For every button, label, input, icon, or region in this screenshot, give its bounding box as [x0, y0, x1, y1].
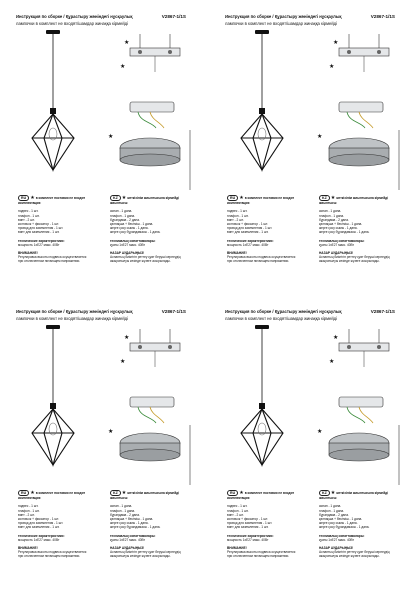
kz-warning-line: ажыратылуы кезінде жүзеге асырылады.	[319, 554, 380, 559]
title-text: Инструкция по сборке / Құрастыру жөніндегі нұсқаулық	[16, 309, 133, 314]
sheet-title	[16, 14, 204, 19]
mounting-plate-step	[120, 34, 180, 72]
ru-kit-item: винт для заземления - 1 шт.	[227, 230, 269, 235]
mounting-plate-step	[329, 34, 389, 72]
kz-spec-header: техникалық сипаттамалары:	[319, 238, 365, 243]
kz-warning-line: ажыратылуы кезінде жүзеге асырылады.	[110, 554, 171, 559]
ru-warning-header: ВНИМАНИЕ!	[18, 546, 38, 551]
kz-spec-value: қуаты 1xE27 макс. 40Вт	[110, 537, 145, 542]
kz-warning-header: НАЗАР АУДАРЫҢЫЗ!	[110, 251, 145, 256]
canopy-wiring-step	[108, 102, 190, 190]
ru-star-note: в комплект поставки не входит	[244, 491, 295, 495]
kz-kit-header: жиынтығы:	[319, 496, 338, 501]
ceiling-cup	[255, 325, 269, 329]
ru-kit-item: колпачок + фиксатор - 1 шт.	[18, 517, 60, 522]
kz-warning-line: ажыратылуы кезінде жүзеге асырылады.	[110, 259, 171, 264]
ru-warning-line: при отключенном питающем напряжении.	[18, 554, 81, 559]
sheet-title	[16, 309, 204, 314]
svg-text:★: ★	[108, 428, 114, 435]
svg-text:★: ★	[124, 39, 130, 46]
model-number: V2867-1/1S	[370, 14, 395, 19]
kz-warning-line: Аспаптың биіктігін реттеу қуат берушi кернеудің	[319, 550, 390, 555]
kz-section	[110, 490, 200, 559]
svg-text:★: ★	[333, 334, 339, 341]
kz-kit-item: жерге қосу сымы - 1 дана.	[319, 226, 358, 231]
kz-kit-item: жерге қосу сымы - 1 дана.	[110, 226, 149, 231]
ru-kit-item: провод для заземления - 1 шт.	[18, 226, 64, 231]
ru-spec-header: технические характеристики:	[227, 533, 274, 538]
svg-text:★: ★	[124, 334, 130, 341]
star-icon: ★	[330, 195, 336, 201]
svg-text:★: ★	[317, 133, 323, 140]
kz-warning-header: НАЗАР АУДАРЫҢЫЗ!	[110, 546, 145, 551]
kz-warning-header: НАЗАР АУДАРЫҢЫЗ!	[319, 546, 354, 551]
kz-kit-item: бұрандама - 2 дана.	[319, 512, 349, 517]
ru-kit-item: плафон - 1 шт.	[18, 213, 40, 218]
kz-warning-line: ажыратылуы кезінде жүзеге асырылады.	[319, 259, 380, 264]
kz-star-note: жеткізілім жиынтығына кірмейді	[336, 491, 389, 495]
kz-spec-header: техникалық сипаттамалары:	[110, 533, 156, 538]
instruction-sheet-4	[209, 295, 417, 589]
kz-kit-item: аспап - 1 дана.	[110, 209, 133, 214]
ru-section	[227, 490, 317, 559]
ru-warning-line: при отключенном питающем напряжении.	[227, 554, 290, 559]
star-icon: ★	[121, 490, 127, 496]
kz-kit-item: бұрандама - 2 дана.	[319, 217, 349, 222]
cage-shade	[32, 114, 74, 170]
kz-warning-line: Аспаптың биіктігін реттеу қуат берушi кернеудің	[110, 550, 181, 555]
ru-warning-line: Регулировка высоты подвеса осуществляется	[227, 255, 296, 260]
kz-kit-item: плафон - 1 дана.	[110, 213, 136, 218]
kz-section	[110, 195, 200, 264]
ru-kit-item: провод для заземления - 1 шт.	[227, 521, 273, 526]
ru-section	[227, 195, 317, 264]
svg-text:★: ★	[329, 358, 335, 365]
kz-kit-item: бұрандама - 2 дана.	[110, 512, 140, 517]
kz-kit-item: жерге қосу бұрандамасы - 1 дана.	[110, 525, 161, 530]
star-icon: ★	[330, 490, 336, 496]
ru-kit-item: винт - 2 шт.	[18, 512, 35, 517]
canopy-wiring-step	[317, 397, 399, 485]
ru-warning-line: Регулировка высоты подвеса осуществляется	[18, 255, 87, 260]
sheet-subtitle: лампочки в комплект не входят/шамдар жинаққа кірмейді	[16, 21, 129, 26]
kz-kit-item: қалпақша + бекіткіш - 1 дана.	[319, 222, 363, 227]
ru-kit-item: винт - 2 шт.	[18, 217, 35, 222]
ceiling-cup	[46, 30, 60, 34]
kz-warning-line: Аспаптың биіктігін реттеу қуат берушi кернеудің	[110, 255, 181, 260]
ru-warning-line: Регулировка высоты подвеса осуществляется	[227, 550, 296, 555]
kz-star-note: жеткізілім жиынтығына кірмейді	[127, 491, 180, 495]
kz-spec-value: қуаты 1xE27 макс. 40Вт	[319, 242, 354, 247]
ru-warning-line: Регулировка высоты подвеса осуществляется	[18, 550, 87, 555]
ru-warning-header: ВНИМАНИЕ!	[227, 251, 247, 256]
ru-warning-header: ВНИМАНИЕ!	[227, 546, 247, 551]
model-number: V2867-1/1S	[370, 309, 395, 314]
ru-kit-item: подвес - 1 шт.	[227, 209, 248, 214]
ru-spec-value: мощность 1xE27 макс. 40Вт	[227, 537, 269, 542]
kz-spec-value: қуаты 1xE27 макс. 40Вт	[110, 242, 145, 247]
ru-badge: RU	[227, 490, 238, 496]
kz-kit-item: жерге қосу бұрандамасы - 1 дана.	[110, 230, 161, 235]
kz-badge: KZ	[319, 195, 330, 201]
kz-badge: KZ	[110, 490, 121, 496]
title-text: Инструкция по сборке / Құрастыру жөніндегі нұсқаулық	[225, 309, 342, 314]
ru-badge: RU	[18, 195, 29, 201]
sheet-subtitle: лампочки в комплект не входят/шамдар жинаққа кірмейді	[16, 316, 129, 321]
assembly-diagram	[309, 30, 409, 190]
ru-kit-header: комплектация:	[227, 201, 251, 206]
ru-kit-item: винт - 2 шт.	[227, 217, 244, 222]
ru-warning-line: при отключенном питающем напряжении.	[18, 259, 81, 264]
ru-warning-line: при отключенном питающем напряжении.	[227, 259, 290, 264]
instruction-sheet-2	[209, 0, 417, 294]
ru-kit-item: подвес - 1 шт.	[18, 504, 39, 509]
instruction-sheet-1	[0, 0, 208, 294]
sheet-title	[225, 14, 413, 19]
ru-kit-item: подвес - 1 шт.	[227, 504, 248, 509]
kz-kit-item: қалпақша + бекіткіш - 1 дана.	[110, 517, 154, 522]
mounting-plate-step	[120, 329, 180, 367]
kz-badge: KZ	[319, 490, 330, 496]
svg-text:★: ★	[108, 133, 114, 140]
ru-spec-value: мощность 1xE27 макс. 40Вт	[18, 537, 60, 542]
sheet-subtitle: лампочки в комплект не входят/шамдар жинаққа кірмейді	[225, 21, 338, 26]
kz-star-note: жеткізілім жиынтығына кірмейді	[127, 196, 180, 200]
ru-warning-header: ВНИМАНИЕ!	[18, 251, 38, 256]
star-icon: ★	[30, 490, 35, 496]
ru-kit-item: провод для заземления - 1 шт.	[227, 226, 273, 231]
kz-section	[319, 195, 409, 264]
ru-kit-header: комплектация:	[227, 496, 251, 501]
kz-kit-item: қалпақша + бекіткіш - 1 дана.	[319, 517, 363, 522]
assembly-diagram	[100, 30, 200, 190]
ru-spec-header: технические характеристики:	[227, 238, 274, 243]
kz-kit-item: плафон - 1 дана.	[110, 508, 136, 513]
ru-spec-value: мощность 1xE27 макс. 40Вт	[227, 242, 269, 247]
kz-kit-header: жиынтығы:	[319, 201, 338, 206]
star-icon: ★	[30, 195, 35, 201]
star-icon: ★	[239, 195, 244, 201]
kz-warning-line: Аспаптың биіктігін реттеу қуат берушi кернеудің	[319, 255, 390, 260]
kz-section	[319, 490, 409, 559]
ru-section	[18, 490, 108, 559]
kz-spec-header: техникалық сипаттамалары:	[110, 238, 156, 243]
ru-star-note: в комплект поставки не входит	[35, 491, 86, 495]
ru-spec-header: технические характеристики:	[18, 533, 65, 538]
mounting-plate-step	[329, 329, 389, 367]
kz-warning-header: НАЗАР АУДАРЫҢЫЗ!	[319, 251, 354, 256]
kz-spec-header: техникалық сипаттамалары:	[319, 533, 365, 538]
svg-text:★: ★	[120, 63, 126, 70]
ru-kit-item: колпачок + фиксатор - 1 шт.	[227, 517, 269, 522]
kz-kit-item: аспап - 1 дана.	[110, 504, 133, 509]
ru-kit-header: комплектация:	[18, 496, 42, 501]
kz-spec-value: қуаты 1xE27 макс. 40Вт	[319, 537, 354, 542]
model-number: V2867-1/1S	[161, 14, 186, 19]
ru-star-note: в комплект поставки не входит	[244, 196, 295, 200]
kz-badge: KZ	[110, 195, 121, 201]
pendant-lamp-illustration	[227, 325, 297, 485]
ru-kit-item: колпачок + фиксатор - 1 шт.	[227, 222, 269, 227]
model-number: V2867-1/1S	[161, 309, 186, 314]
ru-spec-value: мощность 1xE27 макс. 40Вт	[18, 242, 60, 247]
ru-kit-header: комплектация:	[18, 201, 42, 206]
ru-kit-item: винт - 2 шт.	[227, 512, 244, 517]
kz-star-note: жеткізілім жиынтығына кірмейді	[336, 196, 389, 200]
assembly-diagram	[309, 325, 409, 485]
kz-kit-item: плафон - 1 дана.	[319, 508, 345, 513]
kz-kit-item: жерге қосу бұрандамасы - 1 дана.	[319, 525, 370, 530]
ru-spec-header: технические характеристики:	[18, 238, 65, 243]
kz-kit-item: бұрандама - 2 дана.	[110, 217, 140, 222]
svg-text:★: ★	[317, 428, 323, 435]
ru-badge: RU	[18, 490, 29, 496]
title-text: Инструкция по сборке / Құрастыру жөніндегі нұсқаулық	[16, 14, 133, 19]
cage-shade	[241, 409, 283, 465]
instruction-sheet-3	[0, 295, 208, 589]
sheet-title	[225, 309, 413, 314]
cage-shade	[32, 409, 74, 465]
kz-kit-item: жерге қосу бұрандамасы - 1 дана.	[319, 230, 370, 235]
ru-kit-item: плафон - 1 шт.	[227, 508, 249, 513]
canopy-wiring-step	[108, 397, 190, 485]
canopy-wiring-step	[317, 102, 399, 190]
pendant-lamp-illustration	[18, 325, 88, 485]
ru-star-note: в комплект поставки не входит	[35, 196, 86, 200]
pendant-lamp-illustration	[227, 30, 297, 190]
ru-kit-item: винт для заземления - 1 шт.	[227, 525, 269, 530]
ru-badge: RU	[227, 195, 238, 201]
kz-kit-item: қалпақша + бекіткіш - 1 дана.	[110, 222, 154, 227]
sheet-subtitle: лампочки в комплект не входят/шамдар жинаққа кірмейді	[225, 316, 338, 321]
ru-section	[18, 195, 108, 264]
ceiling-cup	[46, 325, 60, 329]
ceiling-cup	[255, 30, 269, 34]
ru-kit-item: винт для заземления - 1 шт.	[18, 230, 60, 235]
pendant-lamp-illustration	[18, 30, 88, 190]
svg-text:★: ★	[120, 358, 126, 365]
ru-kit-item: провод для заземления - 1 шт.	[18, 521, 64, 526]
ru-kit-item: колпачок + фиксатор - 1 шт.	[18, 222, 60, 227]
star-icon: ★	[239, 490, 244, 496]
kz-kit-item: аспап - 1 дана.	[319, 209, 342, 214]
svg-text:★: ★	[333, 39, 339, 46]
kz-kit-item: плафон - 1 дана.	[319, 213, 345, 218]
cage-shade	[241, 114, 283, 170]
kz-kit-item: жерге қосу сымы - 1 дана.	[319, 521, 358, 526]
ru-kit-item: подвес - 1 шт.	[18, 209, 39, 214]
star-icon: ★	[121, 195, 127, 201]
kz-kit-header: жиынтығы:	[110, 201, 129, 206]
title-text: Инструкция по сборке / Құрастыру жөніндегі нұсқаулық	[225, 14, 342, 19]
ru-kit-item: плафон - 1 шт.	[18, 508, 40, 513]
kz-kit-item: жерге қосу сымы - 1 дана.	[110, 521, 149, 526]
kz-kit-item: аспап - 1 дана.	[319, 504, 342, 509]
kz-kit-header: жиынтығы:	[110, 496, 129, 501]
assembly-diagram	[100, 325, 200, 485]
ru-kit-item: винт для заземления - 1 шт.	[18, 525, 60, 530]
ru-kit-item: плафон - 1 шт.	[227, 213, 249, 218]
svg-text:★: ★	[329, 63, 335, 70]
